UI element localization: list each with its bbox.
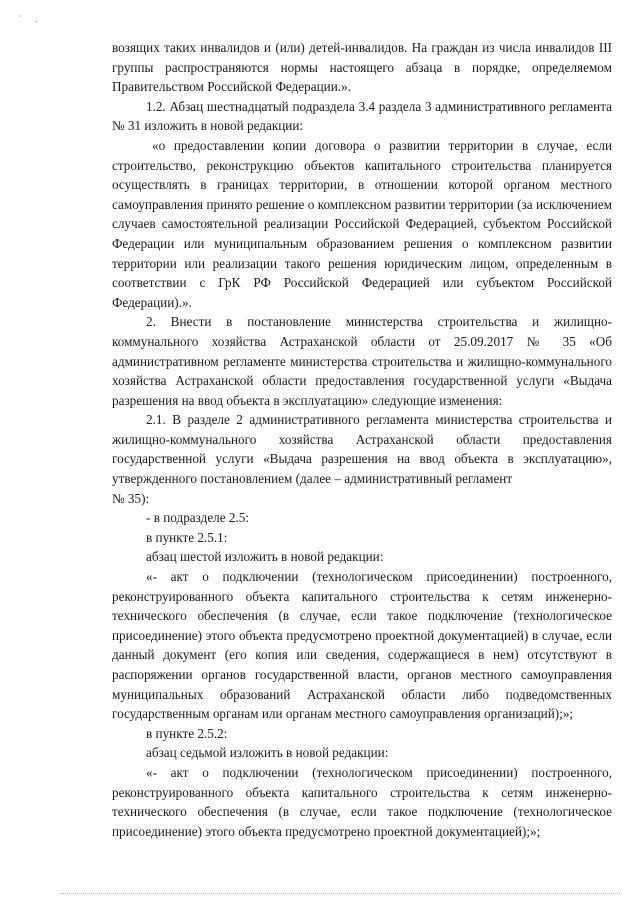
scan-edge-line — [60, 893, 620, 895]
paragraph-1: возящих таких инвалидов и (или) детей-инвалидов. На граждан из числа инвалидов III группы распространяются нормы настоящего абзаца в порядке, определяемом Правительством Российской Федерации.». — [112, 40, 612, 95]
paragraph-quote-territory: «о предоставлении копии договора о развитии территории в случае, если строительство, реконструкцию объектов капитального строительства планируется осуществлять в границах территории, в отношении которой органом местного самоуправления принято решение о комплексном развитии территории (за исключением случаев самостоятельной реализации Российской Федерацией, субъектом Российской Федерации или муниципальным образованием решения о комплексном развитии территории или реализации такого решения юридическим лицом, определенным в соответствии с ГрК РФ Российской Федерацией или субъектом Российской Федерации).». — [112, 137, 612, 310]
paragraph-abzac-7: абзац седьмой изложить в новой редакции: — [146, 745, 389, 761]
paragraph-point-2-5-1: в пункте 2.5.1: — [146, 529, 228, 545]
paragraph-quote-act-2: «- акт о подключении (технологическом присоединении) построенного, реконструированного объекта капитального строительства к сетям инженерно-технического обеспечения (в случае, если такое подключение (технологическое присоединение) этого объекта предусмотрено проектной документацией);»; — [112, 764, 612, 839]
paragraph-point-2-5-2: в пункте 2.5.2: — [146, 725, 228, 741]
document-body — [112, 38, 612, 841]
paragraph-subsection-2-5: - в подразделе 2.5: — [146, 510, 250, 526]
scan-marks: ` . — [18, 14, 44, 24]
paragraph-2: 2. Внести в постановление министерства строительства и жилищно-коммунального хозяйства Астраханской области от 25.09.2017 № 35 «Об административном регламенте министерства строительства и жилищно-коммунального хозяйства Астраханской области предоставления государственной услуги «Выдача разрешения на ввод объекта в эксплуатацию» следующие изменения: — [112, 314, 612, 408]
paragraph-no35: № 35): — [112, 490, 150, 506]
paragraph-quote-act-1: «- акт о подключении (технологическом присоединении) построенного, реконструированного объекта капитального строительства к сетям инженерно-технического обеспечения (в случае, если такое подключение (технологическое присоединение) этого объекта предусмотрено проектной документацией) в случае, если данный документ (его копия или сведения, содержащиеся в нем) отсутствуют в распоряжении органов государственной власти, органов местного самоуправления муниципальных образований Астраханской области либо подведомственных государственным органам или органам местного самоуправления организаций);»; — [112, 569, 612, 722]
paragraph-2-1: 2.1. В разделе 2 административного регламента министерства строительства и жилищно-коммунального хозяйства Астраханской области предоставления государственной услуги «Выдача разрешения на ввод объекта в эксплуатацию», утвержденного постановлением (далее – административный регламент — [112, 412, 612, 487]
paragraph-abzac-6: абзац шестой изложить в новой редакции: — [146, 549, 384, 565]
paragraph-1-2: 1.2. Абзац шестнадцатый подраздела 3.4 раздела 3 административного регламента № 31 изложить в новой редакции: — [112, 98, 612, 134]
